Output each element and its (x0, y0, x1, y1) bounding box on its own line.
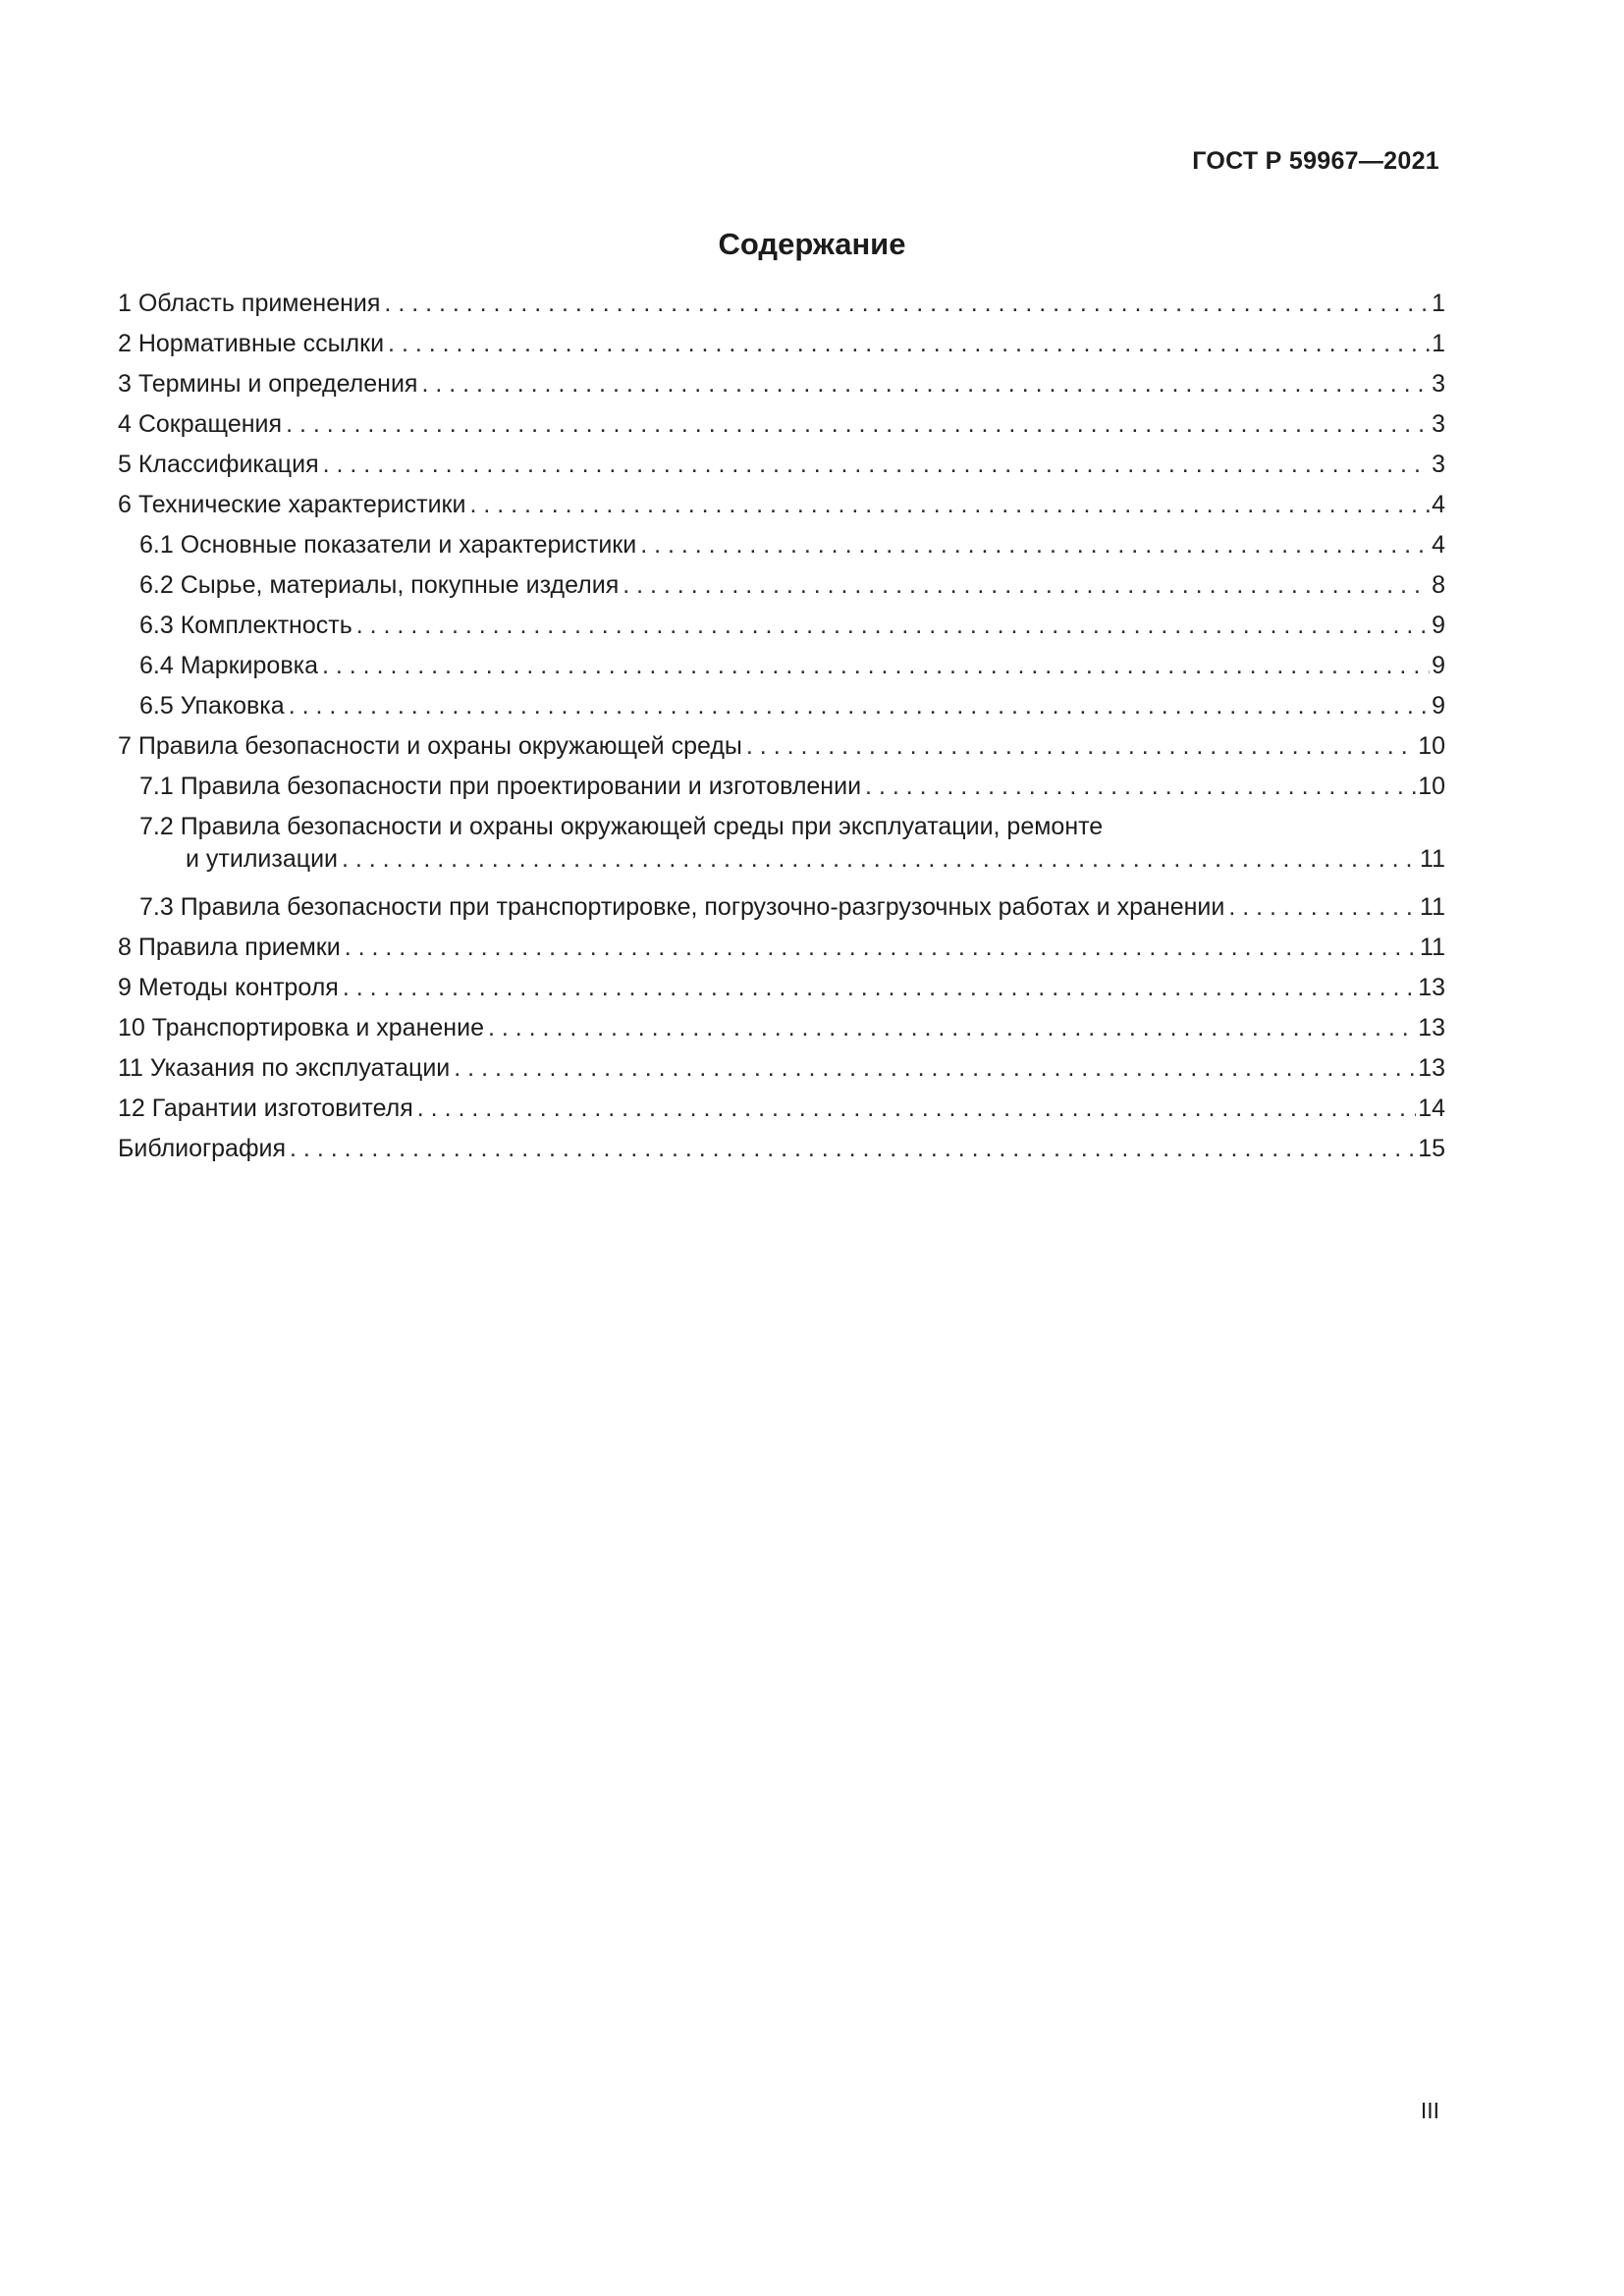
toc-title: Содержание (718, 227, 906, 261)
toc-entry-label: 7.3 Правила безопасности при транспортировке, погрузочно-разгрузочных работах и хранении (139, 892, 1228, 923)
toc-entry-page: 4 (1432, 491, 1445, 518)
toc-dot-leader (342, 844, 1418, 875)
toc-entry-label: 6.3 Комплектность (139, 611, 356, 641)
toc-entry-label: 7 Правила безопасности и охраны окружающей среды (118, 731, 746, 762)
toc-entry-page: 3 (1432, 451, 1445, 478)
toc-entry-page: 11 (1420, 934, 1445, 961)
toc-entry-12[interactable] (118, 1094, 1445, 1134)
toc-entry-7-3[interactable] (118, 892, 1445, 933)
toc-entry-label: 8 Правила приемки (118, 933, 345, 963)
toc-entry-page: 3 (1432, 370, 1445, 398)
toc-entry-page: 1 (1432, 330, 1445, 357)
toc-entry-label: 7.2 Правила безопасности и охраны окружающей среды при эксплуатации, ремонте (139, 813, 1104, 840)
toc-entry-page: 1 (1432, 290, 1445, 317)
toc-dot-leader (384, 289, 1430, 319)
toc-entry-label: 5 Классификация (118, 450, 323, 480)
toc-entry-10[interactable] (118, 1013, 1445, 1053)
toc-entry-page: 9 (1432, 652, 1445, 679)
toc-entry-bibliography[interactable] (118, 1134, 1445, 1174)
toc-dot-leader (322, 651, 1430, 681)
toc-dot-leader (289, 691, 1430, 721)
toc-entry-label: 6.4 Маркировка (139, 651, 322, 681)
toc-dot-leader (1228, 892, 1418, 923)
toc-entry-label: 6.5 Упаковка (139, 691, 289, 721)
toc-entry-4[interactable] (118, 409, 1445, 450)
toc-entry-2[interactable] (118, 329, 1445, 369)
toc-entry-page: 13 (1418, 1014, 1445, 1041)
toc-entry-page: 11 (1420, 893, 1445, 921)
toc-entry-page: 10 (1418, 773, 1445, 800)
toc-entry-page: 8 (1432, 571, 1445, 599)
toc-entry-continuation (139, 844, 1445, 875)
toc-entry-page: 13 (1418, 1054, 1445, 1082)
toc-entry-page: 4 (1432, 531, 1445, 559)
toc-entry-label: 6 Технические характеристики (118, 490, 469, 520)
toc-entry-page: 13 (1418, 974, 1445, 1001)
toc-dot-leader (640, 530, 1430, 561)
toc-entry-6[interactable] (118, 490, 1445, 530)
toc-dot-leader (469, 490, 1430, 520)
toc-entry-7-1[interactable] (118, 772, 1445, 812)
toc-dot-leader (323, 450, 1430, 480)
toc-entry-label: 12 Гарантии изготовителя (118, 1094, 417, 1124)
toc-dot-leader (865, 772, 1416, 802)
toc-entry-page: 3 (1432, 410, 1445, 438)
toc-entry-label: Библиография (118, 1134, 290, 1164)
toc-entry-label: 2 Нормативные ссылки (118, 329, 388, 359)
toc-entry-label: 10 Транспортировка и хранение (118, 1013, 488, 1043)
toc-entry-page: 10 (1418, 732, 1445, 760)
toc-dot-leader (454, 1053, 1416, 1084)
toc-dot-leader (623, 570, 1430, 601)
toc-entry-8[interactable] (118, 933, 1445, 973)
toc-entry-7[interactable] (118, 731, 1445, 772)
toc-entry-label: 3 Термины и определения (118, 369, 421, 400)
toc-entry-page: 9 (1432, 612, 1445, 639)
toc-entry-6-2[interactable] (118, 570, 1445, 611)
toc-entry-6-3[interactable] (118, 611, 1445, 651)
toc-entry-label: 4 Сокращения (118, 409, 286, 440)
toc-entry-6-5[interactable] (118, 691, 1445, 731)
toc-entry-label: 1 Область применения (118, 289, 384, 319)
toc-entry-6-4[interactable] (118, 651, 1445, 691)
toc-entry-page: 9 (1432, 692, 1445, 720)
toc-dot-leader (417, 1094, 1416, 1124)
toc-entry-label: 11 Указания по эксплуатации (118, 1053, 454, 1084)
toc-entry-page: 14 (1418, 1095, 1445, 1122)
toc-dot-leader (286, 409, 1430, 440)
toc-entry-3[interactable] (118, 369, 1445, 409)
document-code: ГОСТ Р 59967—2021 (1192, 147, 1439, 175)
toc-entry-page: 15 (1418, 1135, 1445, 1162)
toc-dot-leader (356, 611, 1430, 641)
toc-entry-label: 6.1 Основные показатели и характеристики (139, 530, 640, 561)
toc-dot-leader (421, 369, 1430, 400)
toc-dot-leader (388, 329, 1430, 359)
toc-dot-leader (290, 1134, 1416, 1164)
toc-entry-7-2[interactable] (118, 812, 1445, 892)
toc-entry-5[interactable] (118, 450, 1445, 490)
toc-entry-11[interactable] (118, 1053, 1445, 1094)
toc-dot-leader (488, 1013, 1416, 1043)
toc-dot-leader (343, 973, 1416, 1003)
toc-entry-page: 11 (1420, 845, 1445, 873)
toc-entry-label: 6.2 Сырье, материалы, покупные изделия (139, 570, 623, 601)
toc-entry-6-1[interactable] (118, 530, 1445, 570)
toc-entry-1[interactable] (118, 289, 1445, 329)
toc-entry-label-cont: и утилизации (186, 844, 342, 875)
toc-dot-leader (345, 933, 1418, 963)
page-number: III (1420, 2098, 1439, 2123)
toc-dot-leader (746, 731, 1416, 762)
toc-entry-label: 7.1 Правила безопасности при проектировании и изготовлении (139, 772, 865, 802)
toc-entry-9[interactable] (118, 973, 1445, 1013)
toc-entry-label: 9 Методы контроля (118, 973, 343, 1003)
table-of-contents (118, 289, 1445, 1174)
